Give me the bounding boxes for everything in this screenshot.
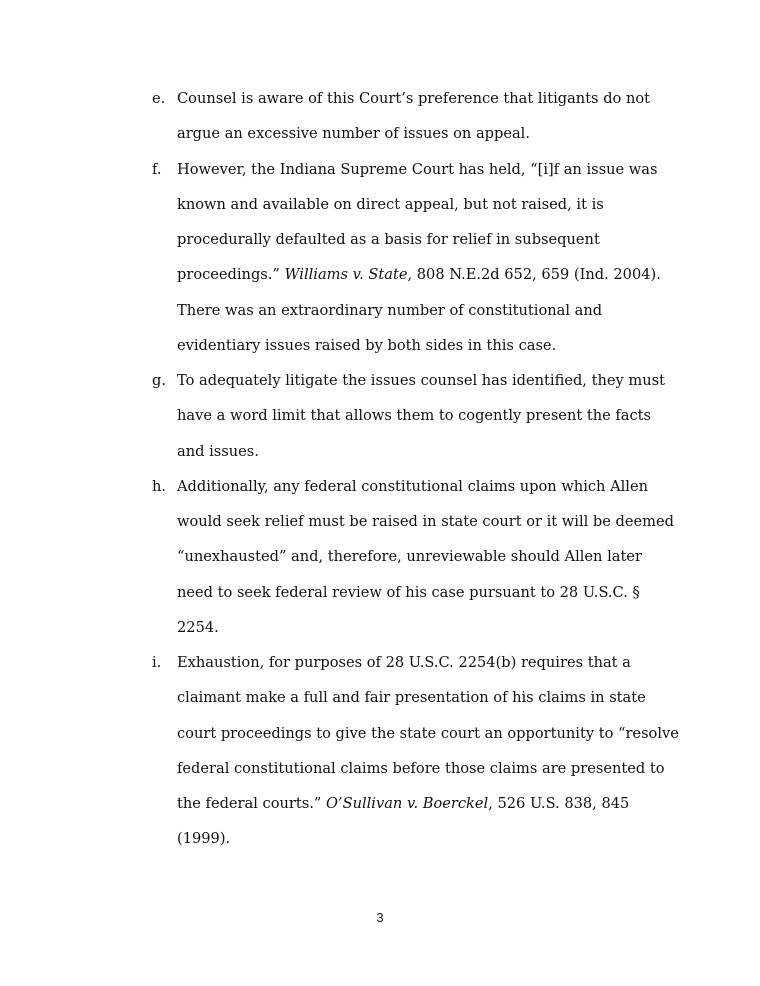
paragraph-line: evidentiary issues raised by both sides in this case. <box>177 336 557 354</box>
list-marker: f. <box>152 160 162 178</box>
page-number: 3 <box>376 910 384 925</box>
paragraph-line: 2254. <box>177 618 219 636</box>
paragraph-line: have a word limit that allows them to cogently present the facts <box>177 407 652 425</box>
paragraph-line: Additionally, any federal constitutional claims upon which Allen <box>177 477 648 495</box>
citation-line <box>177 257 661 292</box>
paragraph-line: known and available on direct appeal, but not raised, it is <box>177 195 604 213</box>
paragraph-line: Exhaustion, for purposes of 28 U.S.C. 2254(b) requires that a <box>177 654 631 671</box>
list-marker: h. <box>152 477 167 495</box>
paragraph-line: argue an excessive number of issues on appeal. <box>177 125 530 143</box>
list-marker: g. <box>152 372 166 389</box>
paragraph-line: procedurally defaulted as a basis for relief in subsequent <box>177 231 600 248</box>
paragraph-line: Counsel is aware of this Court’s preference that litigants do not <box>177 90 651 107</box>
paragraph-line: To adequately litigate the issues counsel has identified, they must <box>177 372 665 389</box>
citation-lead-text: the federal courts.” <box>177 795 326 812</box>
paragraph-line: would seek relief must be raised in state court or it will be deemed <box>177 513 674 530</box>
paragraph-line: “unexhausted” and, therefore, unreviewable should Allen later <box>177 548 642 566</box>
paragraph-line: claimant make a full and fair presentation of his claims in state <box>177 689 646 707</box>
paragraph-line: and issues. <box>177 442 259 460</box>
paragraph-line: However, the Indiana Supreme Court has held, “[i]f an issue was <box>177 160 658 178</box>
paragraph-line: court proceedings to give the state court an opportunity to “resolve <box>177 724 679 742</box>
citation-reference: , 526 U.S. 838, 845 <box>488 795 630 812</box>
citation-line <box>177 786 629 821</box>
citation-reference: , 808 N.E.2d 652, 659 (Ind. 2004). <box>407 266 661 284</box>
paragraph-line: (1999). <box>177 830 231 848</box>
list-marker: i. <box>152 654 162 671</box>
list-marker: e. <box>152 90 166 107</box>
case-name: O’Sullivan v. Boerckel <box>325 795 489 812</box>
paragraph-line: need to seek federal review of his case pursuant to 28 U.S.C. § <box>177 583 640 601</box>
paragraph-line: federal constitutional claims before those claims are presented to <box>177 759 665 777</box>
citation-lead-text: proceedings.” <box>177 266 285 284</box>
case-name: Williams v. State <box>284 266 408 284</box>
paragraph-line: There was an extraordinary number of constitutional and <box>177 301 603 319</box>
